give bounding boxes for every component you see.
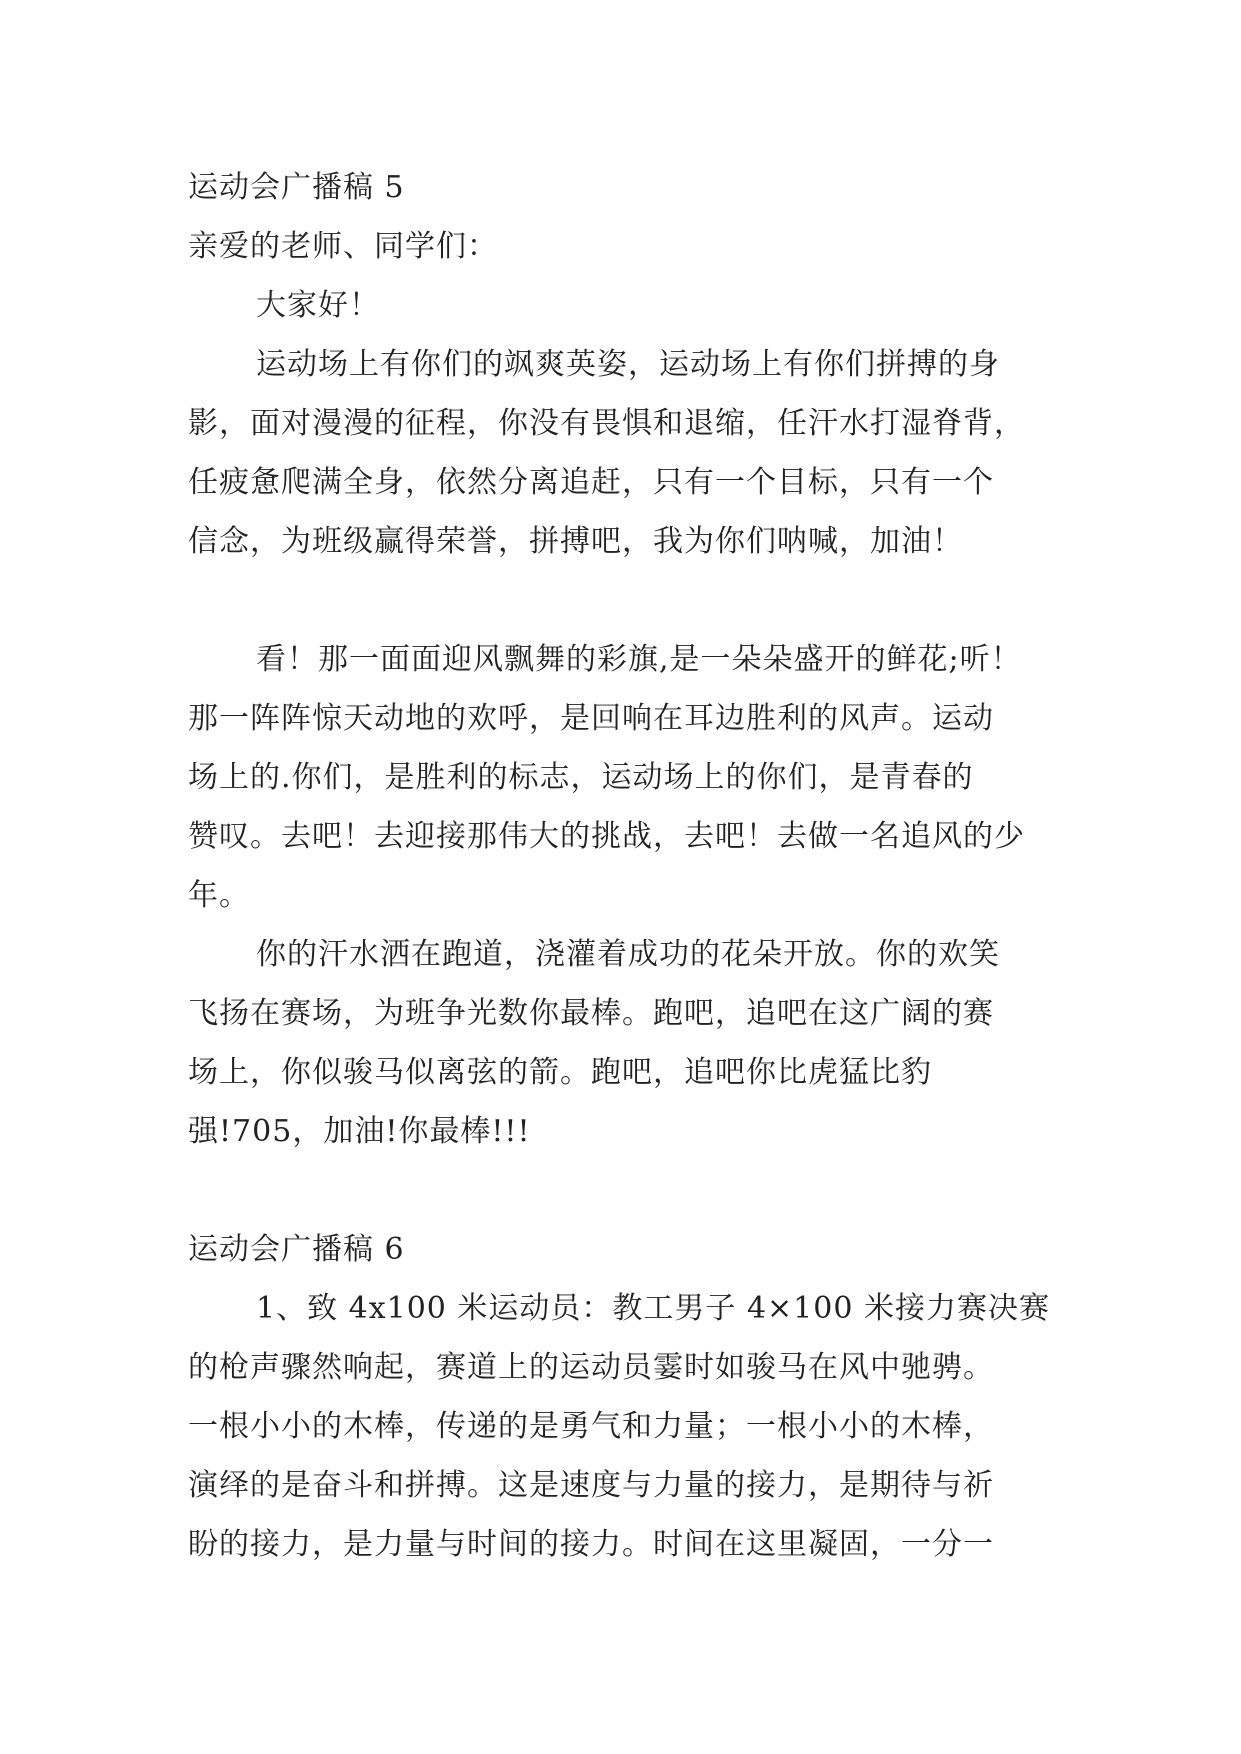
blank-line — [188, 1161, 1048, 1220]
paragraph-6-1 — [188, 1279, 1048, 1574]
paragraph-line: 一根小小的木棒，传递的是勇气和力量；一根小小的木棒， — [188, 1409, 994, 1444]
paragraph-5-3 — [188, 925, 1048, 1161]
paragraph-line: 看！那一面面迎风飘舞的彩旗,是一朵朵盛开的鲜花;听！ — [256, 642, 1022, 677]
paragraph-line: 那一阵阵惊天动地的欢呼，是回响在耳边胜利的风声。运动 — [188, 701, 994, 736]
paragraph-line: 飞扬在赛场，为班争光数你最棒。跑吧，追吧在这广阔的赛 — [188, 996, 994, 1031]
section-title-6: 运动会广播稿 6 — [188, 1232, 405, 1267]
paragraph-line: 任疲惫爬满全身，依然分离追赶，只有一个目标，只有一个 — [188, 465, 994, 500]
paragraph-line: 运动场上有你们的飒爽英姿，运动场上有你们拼搏的身 — [256, 347, 1000, 382]
paragraph-line: 影，面对漫漫的征程，你没有畏惧和退缩，任汗水打湿脊背， — [188, 406, 1025, 441]
paragraph-line: 赞叹。去吧！去迎接那伟大的挑战，去吧！去做一名追风的少 — [188, 819, 1025, 854]
blank-line — [188, 571, 1048, 630]
paragraph-line: 场上的.你们，是胜利的标志，运动场上的你们，是青春的 — [188, 760, 974, 795]
section-title-5: 运动会广播稿 5 — [188, 170, 405, 205]
paragraph-line: 的枪声骤然响起，赛道上的运动员霎时如骏马在风中驰骋。 — [188, 1350, 994, 1385]
paragraph-line: 1、致 4x100 米运动员：教工男子 4×100 米接力赛决赛 — [256, 1291, 1050, 1326]
document-body — [188, 158, 1048, 1574]
paragraph-line: 场上，你似骏马似离弦的箭。跑吧，追吧你比虎猛比豹 — [188, 1055, 932, 1090]
paragraph-line: 年。 — [188, 878, 250, 913]
paragraph-line: 你的汗水洒在跑道，浇灌着成功的花朵开放。你的欢笑 — [256, 937, 1000, 972]
paragraph-line: 信念，为班级赢得荣誉，拼搏吧，我为你们呐喊，加油！ — [188, 524, 963, 559]
paragraph-line: 演绎的是奋斗和拼搏。这是速度与力量的接力，是期待与祈 — [188, 1468, 994, 1503]
salutation: 亲爱的老师、同学们： — [188, 229, 498, 264]
paragraph-line: 强!705，加油!你最棒!!! — [188, 1114, 531, 1149]
greeting: 大家好！ — [256, 288, 380, 323]
paragraph-line: 盼的接力，是力量与时间的接力。时间在这里凝固，一分一 — [188, 1527, 994, 1562]
paragraph-5-1 — [188, 335, 1048, 571]
paragraph-5-2 — [188, 630, 1048, 925]
